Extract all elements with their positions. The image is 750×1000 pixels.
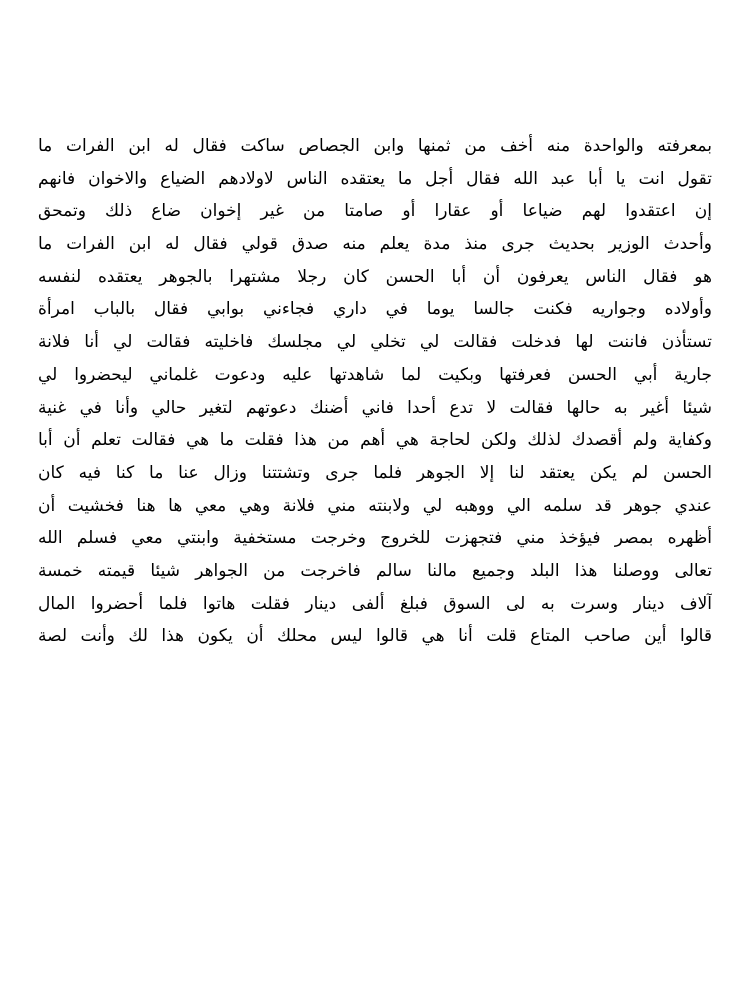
text-line: تعالى ووصلنا هذا البلد وجميع مالنا سالم فاخرجت من الجواهر شيئا قيمته خمسة bbox=[38, 560, 712, 581]
text-line: أظهره بمصر فيؤخذ مني فتجهزت للخروج وخرجت مستخفية وابنتي معي فسلم الله bbox=[38, 528, 712, 549]
text-line: تستأذن فاننت لها فدخلت فقالت لي تخلي لي مجلسك فاخليته فقالت لي أنا فلانة bbox=[38, 332, 712, 353]
text-line: بمعرفته والواحدة منه أخف من ثمنها وابن الجصاص ساكت فقال له ابن الفرات ما bbox=[38, 136, 712, 156]
text-line: وكفاية ولم أقصدك لذلك ولكن لحاجة هي أهم من هذا فقلت ما هي فقالت تعلم أن أبا bbox=[38, 430, 712, 451]
text-line: شيئا أغير به حالها فقالت لا تدع أحدا فاني أضنك دعوتهم لتغير حالي وأنا في غنية bbox=[38, 397, 712, 418]
text-line: وأولاده وجواريه فكنت جالسا يوما في داري فجاءني بوابي فقال بالباب امرأة bbox=[38, 299, 712, 320]
text-line: الحسن لم يكن يعتقد لنا إلا الجوهر فلما جرى وتشتتنا وزال عنا ما كنا فيه كان bbox=[38, 462, 712, 483]
text-line: قالوا أين صاحب المتاع قلت أنا هي قالوا ليس محلك أن يكون هذا لك وأنت لصة bbox=[38, 626, 712, 647]
text-line: إن اعتقدوا لهم ضياعا أو عقارا أو صامتا من غير إخوان ضاع ذلك وتمحق bbox=[38, 201, 712, 222]
text-line: وأحدث الوزير بحديث جرى منذ مدة يعلم منه صدق قولي فقال له ابن الفرات ما bbox=[38, 234, 712, 255]
text-line: هو فقال الناس يعرفون أن أبا الحسن كان رجلا مشتهرا بالجوهر يعتقده لنفسه bbox=[38, 266, 712, 287]
text-line: تقول انت يا أبا عبد الله فقال أجل ما يعتقده الناس لاولادهم الضياع والاخوان فانهم bbox=[38, 168, 712, 189]
text-line: آلاف دينار وسرت به لى السوق فبلغ ألفى دينار فقلت هاتوا فلما أحضروا المال bbox=[38, 593, 712, 614]
arabic-text-block bbox=[38, 130, 712, 653]
text-line: جارية أبي الحسن فعرفتها وبكيت لما شاهدتها عليه ودعوت غلماني ليحضروا لي bbox=[38, 364, 712, 385]
text-line: عندي جوهر قد سلمه الي ووهبه لي ولابنته مني فلانة وهي معي ها هنا فخشيت أن bbox=[38, 495, 712, 516]
